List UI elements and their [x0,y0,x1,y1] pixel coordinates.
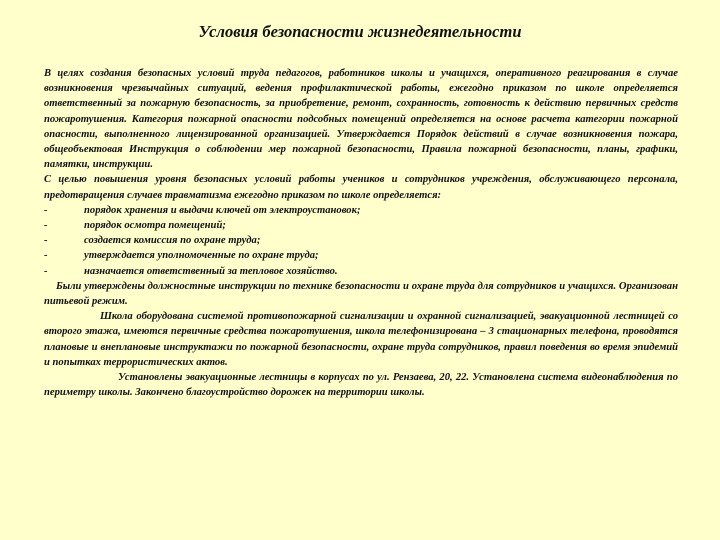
list-item-text: порядок осмотра помещений; [84,220,226,232]
paragraph-instructions: Были утверждены должностные инструкции по технике безопасности и охране труда для сотрудников и учащихся. Организован питьевой режим. [44,280,678,308]
paragraph-safety-goals: С целью повышения уровня безопасных условий работы учеников и сотрудников учреждения, обслуживающего персонала, предотвращения случаев травматизма ежегодно приказом по школе определяется: [44,174,678,201]
paragraph-evacuation-stairs: Установлены эвакуационные лестницы в корпусах по ул. Рензаева, 20, 22. Установлена система видеонаблюдения по периметру школы. Закончено благоустройство дорожек на территории школы. [44,372,678,399]
list-bullet: - [44,250,48,262]
list-item [44,233,678,248]
slide-title: Условия безопасности жизнедеятельности [198,22,522,41]
paragraph-equipment: Школа оборудована системой противопожарной сигнализации и охранной сигнализацией, эвакуационной лестницей со второго этажа, имеются первичные средства пожаротушения, школа телефонизирована – 3 стационарных телефона, проводятся плановые и внеплановые инструктажи по пожарной безопасности, охране труда сотрудников, правил поведения во время эпидемий и попытках террористических актов. [44,311,678,368]
paragraph-intro: В целях создания безопасных условий труда педагогов, работников школы и учащихся, оперативного реагирования в случае возникновения чрезвычайных ситуаций, ведения профилактической работы, ежегодно приказом по школе определяется ответственный за пожарную безопасность, за приобретение, ремонт, сохранность, готовность к действию первичных средств пожаротушения. Категория пожарной опасности подсобных помещений определяется на основе расчета категории пожарной опасности, выполненного лицензированной организацией. Утверждается Порядок действий в случае возникновения пожара, общеобъектовая Инструкция о соблюдении мер пожарной безопасности, Правила пожарной безопасности, планы, графики, памятки, инструкции. [44,68,678,171]
list-bullet: - [44,220,48,232]
measures-list [44,203,678,279]
body-text [44,66,678,400]
list-item [44,203,678,218]
list-item-text: порядок хранения и выдачи ключей от электроустановок; [84,204,361,216]
list-bullet: - [44,204,48,216]
list-item [44,218,678,233]
list-item-text: назначается ответственный за тепловое хозяйство. [84,265,338,277]
list-item [44,248,678,263]
list-item [44,264,678,279]
list-bullet: - [44,265,48,277]
list-item-text: утверждается уполномоченные по охране труда; [84,250,319,262]
list-item-text: создается комиссия по охране труда; [84,235,261,247]
list-bullet: - [44,235,48,247]
